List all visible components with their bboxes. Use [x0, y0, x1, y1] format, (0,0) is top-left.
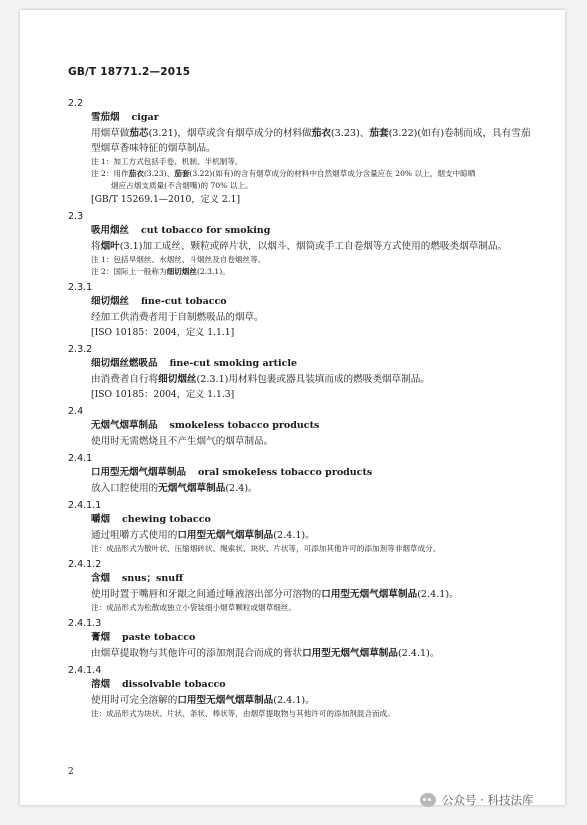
page-number: 2: [68, 767, 74, 777]
term-zh: 细切烟丝: [91, 296, 130, 307]
term-heading: [68, 418, 538, 434]
term-heading: [68, 677, 538, 693]
term-heading: [68, 356, 538, 372]
standard-code-header: GB/T 18771.2—2015: [68, 66, 191, 78]
term-en: snus；snuff: [122, 573, 183, 584]
definition: 将烟叶(3.1)加工成丝、颗粒或碎片状，以烟斗、烟筒或手工自卷烟等方式使用的燃吸类烟草制品。: [91, 241, 508, 252]
note: 注：成品形式为散叶状、压缩烟砖状、绳索状、块状、片状等，可添加其他许可的添加剂等非烟草成分。: [91, 544, 441, 553]
term-en: dissolvable tobacco: [122, 679, 226, 690]
definition: 放入口腔使用的无烟气烟草制品(2.4)。: [91, 483, 258, 494]
clause-number: 2.2: [68, 98, 84, 109]
wechat-icon: [420, 793, 436, 807]
clause-number: 2.4.1.1: [68, 500, 102, 511]
clause-number: 2.4.1.4: [68, 665, 102, 676]
definition: 经加工供消费者用于自制燃吸品的烟草。: [91, 312, 264, 323]
source-reference: [GB/T 15269.1—2010，定义 2.1]: [91, 194, 241, 205]
term-heading: [68, 512, 538, 528]
note: 注：成品形式为松散或独立小袋装细小烟草颗粒或烟草细丝。: [91, 603, 297, 612]
clause-number: 2.4.1.2: [68, 559, 102, 570]
term-en: paste tobacco: [122, 632, 196, 643]
term-zh: 嚼烟: [91, 514, 111, 525]
term-en: cigar: [131, 112, 159, 123]
term-en: fine-cut tobacco: [141, 296, 227, 307]
term-heading: [68, 223, 538, 239]
term-heading: [68, 630, 538, 646]
clause-number: 2.3.2: [68, 344, 93, 355]
watermark-text: 公众号 · 科技法库: [442, 793, 534, 807]
term-zh: 膏烟: [91, 632, 111, 643]
definition: 由消费者自行将细切烟丝(2.3.1)用材料包裹或器具装填而成的燃吸类烟草制品。: [91, 374, 430, 385]
term-zh: 溶烟: [91, 679, 111, 690]
term-zh: 口用型无烟气烟草制品: [91, 467, 187, 478]
definition: 通过咀嚼方式使用的口用型无烟气烟草制品(2.4.1)。: [91, 530, 315, 541]
term-zh: 吸用烟丝: [91, 225, 130, 236]
definition: 使用时无需燃烧且不产生烟气的烟草制品。: [91, 436, 274, 447]
term-zh: 细切烟丝燃吸品: [91, 358, 158, 369]
term-heading: [68, 465, 538, 481]
term-heading: [68, 571, 538, 587]
term-en: fine-cut smoking article: [169, 358, 298, 369]
clause-number: 2.3.1: [68, 282, 93, 293]
term-heading: [68, 294, 538, 310]
clause-number: 2.4.1.3: [68, 618, 102, 629]
clause-number: 2.4.1: [68, 453, 93, 464]
document-page: [20, 10, 565, 805]
term-en: oral smokeless tobacco products: [198, 467, 373, 478]
term-zh: 无烟气烟草制品: [91, 420, 158, 431]
note: 注 1：包括旱烟丝、水烟丝、斗烟丝及自卷烟丝等。: [91, 255, 266, 264]
term-zh: 雪茄烟: [91, 112, 120, 123]
clause-number: 2.4: [68, 406, 84, 417]
note: 注 1：加工方式包括手卷、机制、半机制等。: [91, 157, 243, 166]
definition: 使用时可完全溶解的口用型无烟气烟草制品(2.4.1)。: [91, 695, 315, 706]
note: 注 2：用作茄衣(3.23)、茄套(3.22)(如有)的含有烟草成分的材料中自然烟草成分含量应在 20% 以上，烟支中晾晒: [91, 169, 476, 178]
term-zh: 含烟: [91, 573, 111, 584]
note: 注：成品形式为块状、片状、条状、棒状等，由烟草提取物与其他许可的添加剂混合而成。: [91, 709, 395, 718]
term-heading: [68, 110, 538, 126]
source-reference: [ISO 10185：2004，定义 1.1.3]: [91, 389, 235, 400]
document-body: [68, 94, 538, 720]
term-en: cut tobacco for smoking: [141, 225, 271, 236]
clause-number: 2.3: [68, 211, 84, 222]
definition: 由烟草提取物与其他许可的添加剂混合而成的膏状口用型无烟气烟草制品(2.4.1)。: [91, 648, 440, 659]
source-reference: [ISO 10185：2004，定义 1.1.1]: [91, 327, 235, 338]
definition: 使用时置于嘴唇和牙龈之间通过唾液溶出部分可溶物的口用型无烟气烟草制品(2.4.1)。: [91, 589, 459, 600]
definition: 用烟草做茄芯(3.21)，烟草或含有烟草成分的材料做茄衣(3.23)、茄套(3.22)(如有)卷制而成，具有雪茄型烟草香味特征的烟草制品。: [91, 128, 531, 154]
watermark: [420, 792, 533, 808]
term-en: smokeless tobacco products: [169, 420, 320, 431]
term-en: chewing tobacco: [122, 514, 211, 525]
note: 注 2：国际上一般称为细切烟丝(2.3.1)。: [91, 267, 230, 276]
note-continuation: 烟应占烟支质量(不含烟嘴)的 70% 以上。: [111, 181, 253, 190]
